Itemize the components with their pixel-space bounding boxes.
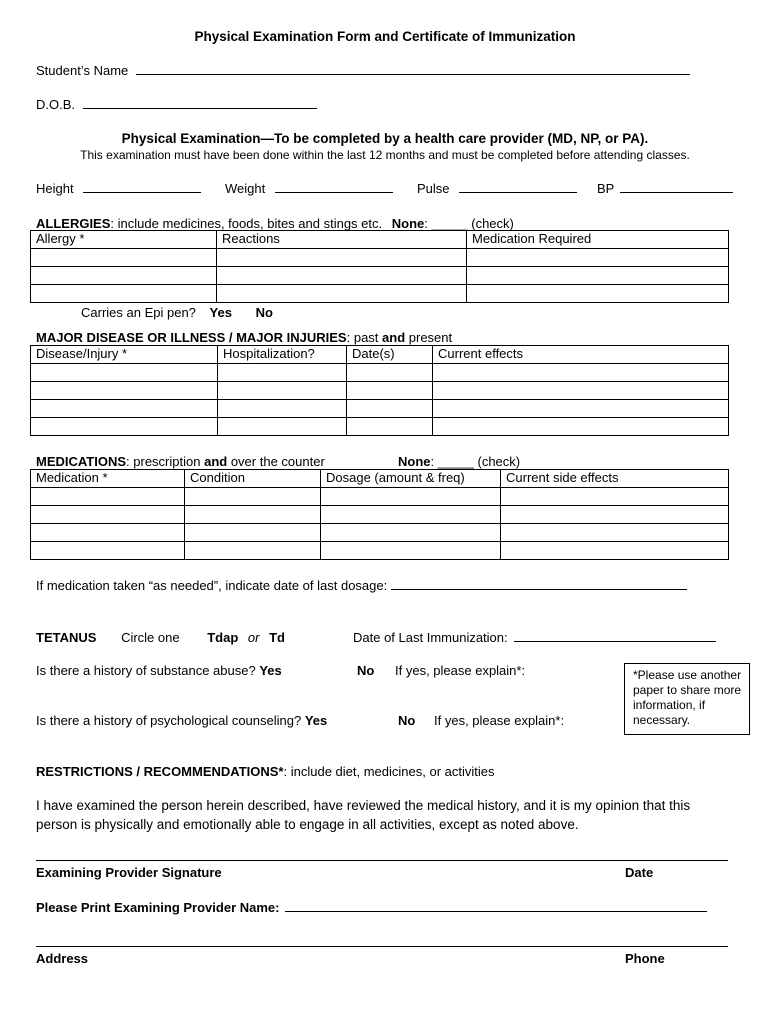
- table-cell[interactable]: [31, 418, 218, 436]
- bp-label: BP: [597, 181, 615, 196]
- table-cell[interactable]: [433, 400, 729, 418]
- tetanus-tdap-option[interactable]: Tdap: [207, 630, 239, 645]
- column-header: Disease/Injury *: [31, 346, 218, 364]
- allergies-label: ALLERGIES: [36, 216, 111, 231]
- table-cell[interactable]: [433, 364, 729, 382]
- table-cell[interactable]: [31, 382, 218, 400]
- column-header: Medication Required: [467, 231, 729, 249]
- table-cell[interactable]: [321, 524, 501, 542]
- allergies-none-check[interactable]: : _____ (check): [424, 216, 514, 231]
- weight-row: [225, 181, 393, 196]
- table-row: [31, 506, 729, 524]
- substance-no[interactable]: No: [357, 663, 375, 678]
- table-row: [31, 382, 729, 400]
- print-name-field[interactable]: [285, 900, 707, 912]
- date-label: Date: [625, 865, 654, 880]
- form-title: Physical Examination Form and Certificate of Immunization: [194, 29, 576, 44]
- table-cell[interactable]: [31, 542, 185, 560]
- table-header-row: [31, 470, 729, 488]
- table-cell[interactable]: [347, 400, 433, 418]
- signature-label: Examining Provider Signature: [36, 865, 222, 880]
- medications-heading: [36, 454, 325, 469]
- signature-line[interactable]: [36, 860, 728, 861]
- table-cell[interactable]: [501, 524, 729, 542]
- table-cell[interactable]: [321, 542, 501, 560]
- phone-label: Phone: [625, 951, 665, 966]
- table-cell[interactable]: [31, 488, 185, 506]
- medications-label: MEDICATIONS: [36, 454, 127, 469]
- medications-label-end: over the counter: [227, 454, 325, 469]
- substance-explain-label: If yes, please explain*:: [395, 663, 526, 678]
- as-needed-row: [36, 578, 687, 593]
- tetanus-or: or: [247, 630, 260, 645]
- medications-none-check[interactable]: : _____ (check): [430, 454, 521, 469]
- table-row: [31, 249, 729, 267]
- column-header: Current side effects: [501, 470, 729, 488]
- table-row: [31, 267, 729, 285]
- student-name-label: Student’s Name: [36, 63, 129, 78]
- medications-none-label: None: [398, 454, 431, 469]
- student-name-row: [36, 63, 690, 78]
- column-header: Current effects: [433, 346, 729, 364]
- allergies-label-rest: : include medicines, foods, bites and stings etc.: [110, 216, 383, 231]
- table-cell[interactable]: [467, 285, 729, 303]
- allergies-heading: [36, 216, 514, 231]
- pulse-row: [417, 181, 577, 196]
- table-cell[interactable]: [501, 506, 729, 524]
- medications-label-and: and: [204, 454, 228, 469]
- table-row: [31, 524, 729, 542]
- table-cell[interactable]: [218, 400, 347, 418]
- immunization-date-row: [353, 630, 716, 645]
- print-name-label: Please Print Examining Provider Name:: [36, 900, 280, 915]
- substance-question: Is there a history of substance abuse?: [36, 663, 256, 678]
- exam-heading: Physical Examination—To be completed by a health care provider (MD, NP, or PA).: [121, 131, 649, 146]
- counseling-question: Is there a history of psychological counseling?: [36, 713, 302, 728]
- restrictions-label: RESTRICTIONS / RECOMMENDATIONS*: [36, 764, 284, 779]
- table-cell[interactable]: [433, 382, 729, 400]
- table-header-row: [31, 231, 729, 249]
- table-cell[interactable]: [321, 506, 501, 524]
- table-cell[interactable]: [218, 382, 347, 400]
- counseling-no[interactable]: No: [398, 713, 416, 728]
- epi-pen-yes[interactable]: Yes: [209, 305, 232, 320]
- table-cell[interactable]: [31, 249, 217, 267]
- dob-field[interactable]: [83, 97, 317, 109]
- allergies-table: [30, 230, 729, 303]
- tetanus-label: TETANUS: [36, 630, 97, 645]
- table-row: [31, 364, 729, 382]
- table-cell[interactable]: [185, 524, 321, 542]
- pulse-label: Pulse: [417, 181, 450, 196]
- epi-pen-question: Carries an Epi pen?: [81, 305, 196, 320]
- diseases-label: MAJOR DISEASE OR ILLNESS / MAJOR INJURIES: [36, 330, 347, 345]
- table-cell[interactable]: [347, 418, 433, 436]
- diseases-label-and: and: [382, 330, 406, 345]
- restrictions-label-rest: : include diet, medicines, or activities: [283, 764, 495, 779]
- as-needed-label: If medication taken “as needed”, indicate date of last dosage:: [36, 578, 388, 593]
- pulse-field[interactable]: [459, 181, 577, 193]
- table-cell[interactable]: [467, 249, 729, 267]
- table-header-row: [31, 346, 729, 364]
- table-cell[interactable]: [218, 418, 347, 436]
- table-cell[interactable]: [218, 364, 347, 382]
- column-header: Hospitalization?: [218, 346, 347, 364]
- address-line[interactable]: [36, 946, 728, 947]
- table-row: [31, 418, 729, 436]
- table-cell[interactable]: [31, 364, 218, 382]
- restrictions-heading: [36, 764, 494, 779]
- column-header: Date(s): [347, 346, 433, 364]
- table-cell[interactable]: [31, 285, 217, 303]
- column-header: Allergy *: [31, 231, 217, 249]
- dob-row: [36, 97, 317, 112]
- table-cell[interactable]: [217, 285, 467, 303]
- table-cell[interactable]: [347, 364, 433, 382]
- height-label: Height: [36, 181, 74, 196]
- print-name-row: [36, 900, 707, 915]
- height-row: [36, 181, 201, 196]
- table-cell[interactable]: [217, 267, 467, 285]
- table-cell[interactable]: [31, 506, 185, 524]
- table-cell[interactable]: [347, 382, 433, 400]
- substance-question-row: [36, 663, 282, 678]
- column-header: Dosage (amount & freq): [321, 470, 501, 488]
- bp-field[interactable]: [620, 181, 733, 193]
- dob-label: D.O.B.: [36, 97, 76, 112]
- column-header: Condition: [185, 470, 321, 488]
- epi-pen-no[interactable]: No: [255, 305, 273, 320]
- immunization-date-label: Date of Last Immunization:: [353, 630, 508, 645]
- diseases-label-end: present: [405, 330, 453, 345]
- epi-pen-row: [81, 305, 273, 320]
- table-cell[interactable]: [31, 400, 218, 418]
- weight-field[interactable]: [275, 181, 393, 193]
- table-row: [31, 542, 729, 560]
- table-cell[interactable]: [217, 249, 467, 267]
- table-cell[interactable]: [31, 524, 185, 542]
- allergies-none-label: None: [391, 216, 425, 231]
- medications-label-mid: : prescription: [126, 454, 205, 469]
- table-cell[interactable]: [185, 506, 321, 524]
- diseases-heading: [36, 330, 452, 345]
- weight-label: Weight: [225, 181, 266, 196]
- table-cell[interactable]: [31, 267, 217, 285]
- tetanus-row: [36, 630, 285, 645]
- medications-table: [30, 469, 729, 560]
- height-field[interactable]: [83, 181, 201, 193]
- table-cell[interactable]: [501, 542, 729, 560]
- column-header: Reactions: [217, 231, 467, 249]
- additional-info-note: *Please use another paper to share more information, if necessary.: [624, 663, 750, 735]
- substance-yes[interactable]: Yes: [259, 663, 282, 678]
- medications-none-row: [398, 454, 520, 469]
- diseases-table: [30, 345, 729, 436]
- tetanus-td-option[interactable]: Td: [269, 630, 285, 645]
- student-name-field[interactable]: [136, 63, 690, 75]
- table-cell[interactable]: [185, 488, 321, 506]
- diseases-label-mid: : past: [346, 330, 383, 345]
- counseling-question-row: [36, 713, 327, 728]
- table-row: [31, 400, 729, 418]
- immunization-date-field[interactable]: [514, 630, 716, 642]
- table-cell[interactable]: [501, 488, 729, 506]
- table-row: [31, 285, 729, 303]
- bp-row: [597, 181, 733, 196]
- as-needed-field[interactable]: [391, 578, 687, 590]
- table-cell[interactable]: [467, 267, 729, 285]
- address-label: Address: [36, 951, 89, 966]
- table-row: [31, 488, 729, 506]
- exam-subheading: This examination must have been done within the last 12 months and must be completed before attending classes.: [80, 148, 690, 162]
- attestation-statement: I have examined the person herein described, have reviewed the medical history, and it is my opinion that this person is physically and emotionally able to engage in all activities, except as noted above.: [36, 798, 691, 832]
- table-cell[interactable]: [321, 488, 501, 506]
- counseling-yes[interactable]: Yes: [304, 713, 328, 728]
- column-header: Medication *: [31, 470, 185, 488]
- tetanus-circle-instruction: Circle one: [121, 630, 180, 645]
- counseling-explain-label: If yes, please explain*:: [434, 713, 565, 728]
- table-cell[interactable]: [433, 418, 729, 436]
- table-cell[interactable]: [185, 542, 321, 560]
